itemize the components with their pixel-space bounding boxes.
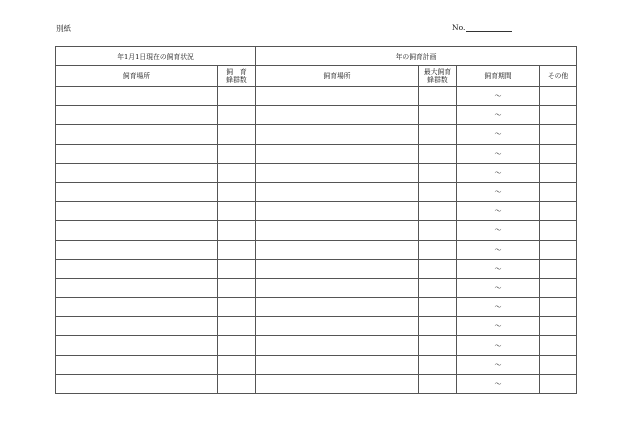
column-header-plan-location: 飼育場所 [256,66,419,87]
current-status-group-header: 年1月1日現在の飼育状況 [56,47,256,66]
cell-current-colonies[interactable] [218,163,256,182]
cell-max-colonies[interactable] [419,163,457,182]
cell-current-location[interactable] [56,87,218,106]
cell-plan-location[interactable] [256,87,419,106]
column-header-row [56,66,577,87]
cell-period[interactable]: ～ [457,125,540,144]
cell-current-location[interactable] [56,240,218,259]
cell-plan-location[interactable] [256,202,419,221]
cell-current-location[interactable] [56,125,218,144]
cell-current-colonies[interactable] [218,87,256,106]
cell-current-colonies[interactable] [218,144,256,163]
table-row [56,278,577,297]
table-row [56,202,577,221]
cell-current-colonies[interactable] [218,202,256,221]
cell-other[interactable] [540,106,577,125]
cell-other[interactable] [540,355,577,374]
cell-plan-location[interactable] [256,336,419,355]
cell-plan-location[interactable] [256,106,419,125]
column-header-current-location: 飼育場所 [56,66,218,87]
cell-period[interactable]: ～ [457,182,540,201]
cell-plan-location[interactable] [256,259,419,278]
cell-current-location[interactable] [56,336,218,355]
cell-current-colonies[interactable] [218,336,256,355]
cell-max-colonies[interactable] [419,317,457,336]
table-row [56,87,577,106]
table-body [56,87,577,394]
cell-period[interactable]: ～ [457,106,540,125]
cell-current-colonies[interactable] [218,106,256,125]
table-row [56,355,577,374]
cell-max-colonies[interactable] [419,106,457,125]
cell-other[interactable] [540,298,577,317]
cell-period[interactable]: ～ [457,336,540,355]
cell-current-colonies[interactable] [218,355,256,374]
cell-current-location[interactable] [56,202,218,221]
cell-current-location[interactable] [56,163,218,182]
cell-max-colonies[interactable] [419,240,457,259]
cell-current-location[interactable] [56,355,218,374]
plan-group-header: 年の飼育計画 [256,47,577,66]
cell-period[interactable]: ～ [457,374,540,393]
column-header-max-colonies-line2: 蜂群数 [427,76,448,84]
cell-other[interactable] [540,163,577,182]
cell-max-colonies[interactable] [419,144,457,163]
cell-current-location[interactable] [56,259,218,278]
cell-period[interactable]: ～ [457,202,540,221]
cell-current-colonies[interactable] [218,317,256,336]
cell-plan-location[interactable] [256,355,419,374]
cell-plan-location[interactable] [256,240,419,259]
cell-other[interactable] [540,374,577,393]
cell-other[interactable] [540,259,577,278]
cell-plan-location[interactable] [256,182,419,201]
document-number-field[interactable] [466,23,512,32]
table-row [56,106,577,125]
group-header-row [56,47,577,66]
cell-plan-location[interactable] [256,298,419,317]
cell-max-colonies[interactable] [419,336,457,355]
column-header-period: 飼育期間 [457,66,540,87]
cell-max-colonies[interactable] [419,278,457,297]
table-row [56,240,577,259]
cell-period[interactable]: ～ [457,278,540,297]
cell-current-colonies[interactable] [218,182,256,201]
cell-current-colonies[interactable] [218,298,256,317]
cell-current-location[interactable] [56,221,218,240]
cell-period[interactable]: ～ [457,163,540,182]
table-row [56,163,577,182]
table-row [56,221,577,240]
cell-other[interactable] [540,278,577,297]
cell-other[interactable] [540,87,577,106]
cell-plan-location[interactable] [256,278,419,297]
cell-current-colonies[interactable] [218,125,256,144]
cell-current-location[interactable] [56,106,218,125]
column-header-current-colonies [218,66,256,87]
cell-period[interactable]: ～ [457,144,540,163]
cell-other[interactable] [540,182,577,201]
table-row [56,182,577,201]
table-row [56,317,577,336]
cell-period[interactable]: ～ [457,221,540,240]
cell-period[interactable]: ～ [457,355,540,374]
column-header-current-colonies-line1: 飼 育 [226,68,247,76]
table-row [56,259,577,278]
cell-other[interactable] [540,336,577,355]
cell-period[interactable]: ～ [457,317,540,336]
table-row [56,298,577,317]
cell-current-colonies[interactable] [218,221,256,240]
cell-plan-location[interactable] [256,125,419,144]
table-row [56,125,577,144]
table-row [56,336,577,355]
cell-period[interactable]: ～ [457,87,540,106]
cell-max-colonies[interactable] [419,182,457,201]
cell-other[interactable] [540,221,577,240]
cell-other[interactable] [540,317,577,336]
cell-max-colonies[interactable] [419,202,457,221]
cell-max-colonies[interactable] [419,355,457,374]
cell-current-colonies[interactable] [218,374,256,393]
cell-plan-location[interactable] [256,144,419,163]
cell-current-location[interactable] [56,298,218,317]
breeding-plan-table [55,46,577,394]
document-number-label: No. [452,23,466,32]
cell-max-colonies[interactable] [419,221,457,240]
document-number[interactable] [452,23,512,32]
cell-current-colonies[interactable] [218,259,256,278]
cell-current-location[interactable] [56,278,218,297]
column-header-max-colonies [419,66,457,87]
cell-current-location[interactable] [56,374,218,393]
cell-max-colonies[interactable] [419,87,457,106]
cell-plan-location[interactable] [256,221,419,240]
table-row [56,144,577,163]
column-header-current-colonies-line2: 蜂群数 [226,76,247,84]
cell-plan-location[interactable] [256,163,419,182]
cell-current-location[interactable] [56,144,218,163]
cell-current-colonies[interactable] [218,240,256,259]
cell-other[interactable] [540,144,577,163]
cell-period[interactable]: ～ [457,298,540,317]
cell-period[interactable]: ～ [457,240,540,259]
cell-plan-location[interactable] [256,374,419,393]
column-header-max-colonies-line1: 最大飼育 [423,68,452,76]
cell-current-location[interactable] [56,182,218,201]
cell-max-colonies[interactable] [419,259,457,278]
cell-current-location[interactable] [56,317,218,336]
cell-current-colonies[interactable] [218,278,256,297]
cell-period[interactable]: ～ [457,259,540,278]
cell-max-colonies[interactable] [419,298,457,317]
cell-plan-location[interactable] [256,317,419,336]
cell-max-colonies[interactable] [419,125,457,144]
cell-other[interactable] [540,202,577,221]
attachment-label: 別紙 [56,24,71,33]
cell-max-colonies[interactable] [419,374,457,393]
column-header-other: その他 [540,66,577,87]
cell-other[interactable] [540,240,577,259]
cell-other[interactable] [540,125,577,144]
table-row [56,374,577,393]
